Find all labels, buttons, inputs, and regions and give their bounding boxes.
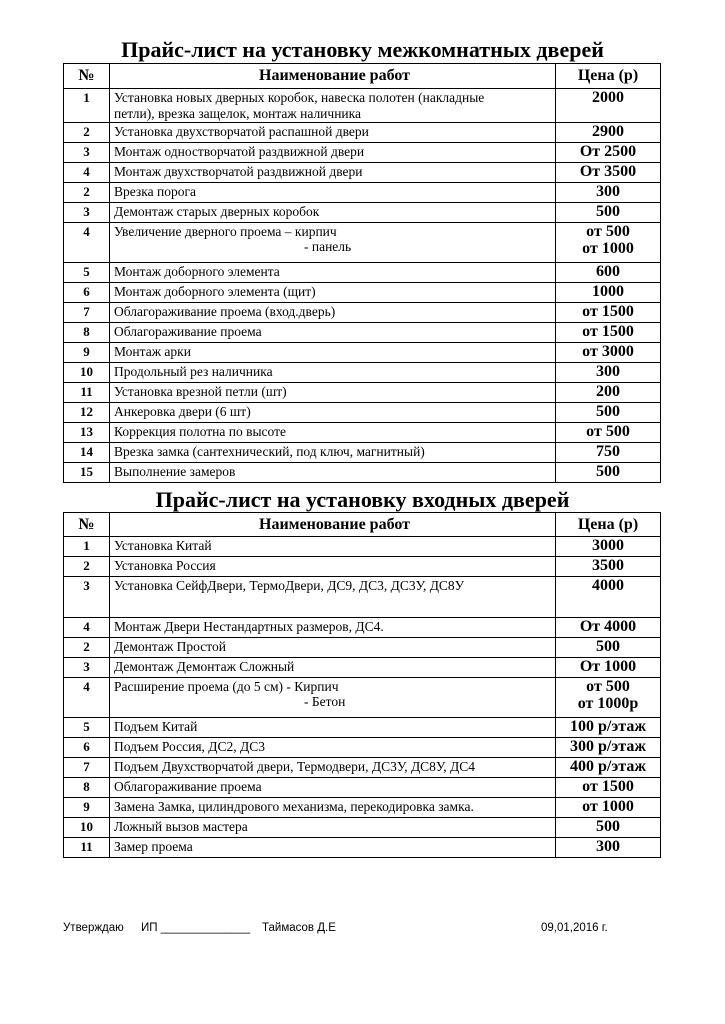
- row-work-text: Монтаж двухстворчатой раздвижной двери: [114, 164, 363, 179]
- row-price-text: 2900: [592, 123, 624, 140]
- row-price: [556, 557, 661, 577]
- approval-date: 09,01,2016 г.: [541, 922, 608, 934]
- row-price: [556, 403, 661, 423]
- row-price: [556, 638, 661, 658]
- approver-name: Таймасов Д.Е: [262, 922, 336, 934]
- row-number-text: 5: [83, 264, 90, 279]
- header-work-name: Наименование работ: [110, 64, 556, 89]
- row-work-name: [110, 423, 556, 443]
- row-number-text: 4: [83, 164, 90, 179]
- row-price: [556, 263, 661, 283]
- row-work-text: Ложный вызов мастера: [114, 819, 248, 834]
- row-number: [64, 303, 110, 323]
- table-row: [64, 678, 661, 718]
- row-price-text: 2000: [592, 89, 624, 106]
- row-price: [556, 618, 661, 638]
- row-work-name: [110, 163, 556, 183]
- row-price-text: от 1000: [582, 798, 634, 815]
- row-price-text: От 2500: [579, 143, 637, 160]
- row-number-text: 2: [83, 184, 90, 199]
- table-row: [64, 263, 661, 283]
- row-work-text: Подъем Китай: [114, 719, 198, 734]
- row-price-text: 500: [596, 463, 620, 480]
- row-price: [556, 658, 661, 678]
- row-work-name: [110, 758, 556, 778]
- row-work-text: Монтаж одностворчатой раздвижной двери: [114, 144, 365, 159]
- row-work-name: [110, 658, 556, 678]
- table-row: [64, 443, 661, 463]
- row-number-text: 1: [83, 90, 90, 105]
- row-price: [556, 223, 661, 263]
- row-work-name: [110, 143, 556, 163]
- row-price: [556, 443, 661, 463]
- entrance-price-table: [63, 512, 661, 858]
- row-price-text: от 500: [586, 223, 630, 240]
- row-price: [556, 323, 661, 343]
- row-work-text: Увеличение дверного проема – кирпич: [114, 224, 337, 239]
- row-price-text: 3500: [592, 557, 624, 574]
- row-work-text: Замер проема: [114, 839, 193, 854]
- row-work-text: Расширение проема (до 5 см) - Кирпич: [114, 679, 339, 694]
- row-number-text: 7: [83, 304, 90, 319]
- header-work-name: Наименование работ: [110, 513, 556, 537]
- row-work-name: [110, 343, 556, 363]
- row-work-text: Облагораживание проема (вход.дверь): [114, 304, 336, 319]
- row-work-name: [110, 577, 556, 618]
- row-number: [64, 537, 110, 557]
- row-work-name: [110, 403, 556, 423]
- row-work-name: [110, 818, 556, 838]
- row-number: [64, 463, 110, 483]
- table-row: [64, 658, 661, 678]
- row-work-text: Установка СейфДвери, ТермоДвери, ДС9, ДС3, ДС3У, ДС8У: [114, 578, 465, 593]
- row-price-text: От 3500: [579, 163, 637, 180]
- row-work-text: Установка новых дверных коробок, навеска полотен (накладные: [114, 90, 485, 105]
- header-number: №: [64, 513, 110, 537]
- row-number: [64, 678, 110, 718]
- row-work-text: Анкеровка двери (6 шт): [114, 404, 251, 419]
- row-number: [64, 718, 110, 738]
- row-number-text: 10: [80, 364, 93, 379]
- row-price: [556, 718, 661, 738]
- row-price-text: 600: [596, 263, 620, 280]
- row-number: [64, 363, 110, 383]
- row-number-text: 3: [83, 144, 90, 159]
- table-row: [64, 838, 661, 858]
- row-work-name: [110, 203, 556, 223]
- row-number-text: 3: [83, 659, 90, 674]
- header-number: №: [64, 64, 110, 89]
- row-work-name: [110, 223, 556, 263]
- row-number-text: 7: [83, 759, 90, 774]
- row-work-name: [110, 123, 556, 143]
- table-row: [64, 557, 661, 577]
- row-number-text: 6: [83, 284, 90, 299]
- row-price-text: от 3000: [582, 343, 634, 360]
- row-price: [556, 123, 661, 143]
- row-price-text: 4000: [592, 577, 624, 594]
- table-row: [64, 323, 661, 343]
- row-number-text: 11: [80, 384, 93, 399]
- row-price-text: От 1000: [579, 658, 637, 675]
- row-number-text: 3: [83, 204, 90, 219]
- row-price-text: 3000: [592, 537, 624, 554]
- row-price-text: 750: [596, 443, 620, 460]
- row-work-name: [110, 718, 556, 738]
- row-price: [556, 463, 661, 483]
- row-number-text: 15: [80, 464, 93, 479]
- row-number-text: 13: [80, 424, 93, 439]
- row-price-text: 200: [596, 383, 620, 400]
- header-price: Цена (р): [556, 513, 661, 537]
- row-number: [64, 838, 110, 858]
- row-work-text: Демонтаж Демонтаж Сложный: [114, 659, 295, 674]
- row-price-text: 500: [596, 818, 620, 835]
- row-work-text: Продольный рез наличника: [114, 364, 273, 379]
- row-price-text: От 4000: [579, 618, 637, 635]
- entrance-title: Прайс-лист на установку входных дверей: [155, 487, 570, 512]
- row-price: [556, 143, 661, 163]
- row-work-text: Монтаж доборного элемента: [114, 264, 280, 279]
- row-number: [64, 423, 110, 443]
- row-work-name: [110, 363, 556, 383]
- row-work-text: Монтаж арки: [114, 344, 191, 359]
- row-price-text: 300 р/этаж: [570, 738, 646, 755]
- row-number-text: 9: [83, 799, 90, 814]
- row-work-name: [110, 537, 556, 557]
- row-number-text: 11: [80, 839, 93, 854]
- interior-price-table: [63, 63, 661, 483]
- row-work-name: [110, 89, 556, 123]
- row-number: [64, 403, 110, 423]
- header-price: Цена (р): [556, 64, 661, 89]
- row-price: [556, 778, 661, 798]
- row-work-name: [110, 557, 556, 577]
- row-work-text: петли), врезка защелок, монтаж наличника: [114, 106, 361, 121]
- approve-label: Утверждаю: [63, 922, 124, 934]
- row-price: [556, 383, 661, 403]
- row-number: [64, 557, 110, 577]
- row-number-text: 2: [83, 558, 90, 573]
- row-number-text: 4: [83, 619, 90, 634]
- row-work-name: [110, 303, 556, 323]
- table-row: [64, 183, 661, 203]
- row-work-text: - панель: [304, 239, 352, 254]
- interior-title: Прайс-лист на установку межкомнатных дверей: [121, 37, 604, 62]
- row-price: [556, 838, 661, 858]
- table-row: [64, 577, 661, 618]
- row-number: [64, 577, 110, 618]
- row-number: [64, 283, 110, 303]
- row-price-text: от 500: [586, 423, 630, 440]
- row-price-text: 500: [596, 403, 620, 420]
- row-price: [556, 818, 661, 838]
- row-price: [556, 89, 661, 123]
- row-price-text: 400 р/этаж: [570, 758, 646, 775]
- row-price: [556, 343, 661, 363]
- row-work-text: Облагораживание проема: [114, 779, 262, 794]
- row-number: [64, 818, 110, 838]
- row-price-text: 300: [596, 363, 620, 380]
- table-row: [64, 303, 661, 323]
- row-price-text: от 1500: [582, 778, 634, 795]
- row-number-text: 12: [80, 404, 93, 419]
- row-number: [64, 203, 110, 223]
- row-work-name: [110, 778, 556, 798]
- row-number: [64, 223, 110, 263]
- row-price-text: от 1500: [582, 323, 634, 340]
- row-price-text: от 500: [586, 678, 630, 695]
- row-work-text: - Бетон: [304, 694, 346, 709]
- row-work-text: Врезка порога: [114, 184, 196, 199]
- row-price: [556, 577, 661, 618]
- row-work-text: Установка врезной петли (шт): [114, 384, 287, 399]
- row-number: [64, 343, 110, 363]
- row-number-text: 8: [83, 779, 90, 794]
- row-work-text: Установка двухстворчатой распашной двери: [114, 124, 369, 139]
- row-work-name: [110, 383, 556, 403]
- table-row: [64, 123, 661, 143]
- row-number: [64, 443, 110, 463]
- table-row: [64, 738, 661, 758]
- row-number: [64, 638, 110, 658]
- table-row: [64, 778, 661, 798]
- row-number-text: 5: [83, 719, 90, 734]
- row-price-text: от 1000р: [577, 695, 639, 712]
- row-price: [556, 163, 661, 183]
- row-number: [64, 263, 110, 283]
- row-work-name: [110, 738, 556, 758]
- table-row: [64, 403, 661, 423]
- row-number: [64, 163, 110, 183]
- row-price-text: 1000: [592, 283, 624, 300]
- row-work-name: [110, 638, 556, 658]
- table-row: [64, 758, 661, 778]
- row-number-text: 14: [80, 444, 93, 459]
- row-number-text: 4: [83, 224, 90, 239]
- row-number: [64, 183, 110, 203]
- row-work-name: [110, 323, 556, 343]
- row-work-text: Врезка замка (сантехнический, под ключ, магнитный): [114, 444, 425, 459]
- ip-signature-line: ИП ______________: [141, 922, 251, 934]
- row-number: [64, 143, 110, 163]
- row-number: [64, 778, 110, 798]
- row-work-text: Подъем Двухстворчатой двери, Термодвери, ДС3У, ДС8У, ДС4: [114, 759, 475, 774]
- row-price-text: 300: [596, 838, 620, 855]
- row-work-text: Установка Россия: [114, 558, 216, 573]
- row-price-text: 500: [596, 203, 620, 220]
- row-price-text: 500: [596, 638, 620, 655]
- row-number: [64, 89, 110, 123]
- row-number: [64, 738, 110, 758]
- row-work-name: [110, 263, 556, 283]
- table-row: [64, 223, 661, 263]
- row-work-name: [110, 798, 556, 818]
- row-number-text: 2: [83, 639, 90, 654]
- table-header-row: [64, 64, 661, 89]
- row-work-name: [110, 283, 556, 303]
- table-row: [64, 363, 661, 383]
- row-number-text: 6: [83, 739, 90, 754]
- row-price: [556, 758, 661, 778]
- row-number: [64, 658, 110, 678]
- row-number: [64, 323, 110, 343]
- row-price: [556, 423, 661, 443]
- table-header-row: [64, 513, 661, 537]
- row-price: [556, 283, 661, 303]
- row-price: [556, 798, 661, 818]
- table-row: [64, 423, 661, 443]
- table-row: [64, 343, 661, 363]
- table-row: [64, 143, 661, 163]
- row-number: [64, 798, 110, 818]
- row-work-text: Монтаж доборного элемента (щит): [114, 284, 316, 299]
- row-number-text: 4: [83, 679, 90, 694]
- table-row: [64, 818, 661, 838]
- row-number-text: 10: [80, 819, 93, 834]
- row-price-text: 300: [596, 183, 620, 200]
- table-row: [64, 283, 661, 303]
- table-row: [64, 203, 661, 223]
- table-row: [64, 383, 661, 403]
- row-work-name: [110, 618, 556, 638]
- row-price: [556, 678, 661, 718]
- row-work-name: [110, 678, 556, 718]
- row-number: [64, 123, 110, 143]
- table-row: [64, 537, 661, 557]
- row-work-text: Замена Замка, цилиндрового механизма, перекодировка замка.: [114, 799, 474, 814]
- row-work-text: Выполнение замеров: [114, 464, 236, 479]
- row-number-text: 9: [83, 344, 90, 359]
- row-work-name: [110, 443, 556, 463]
- row-work-name: [110, 463, 556, 483]
- row-price-text: от 1500: [582, 303, 634, 320]
- row-price-text: от 1000: [582, 240, 634, 257]
- row-number-text: 2: [83, 124, 90, 139]
- row-price: [556, 537, 661, 557]
- table-row: [64, 798, 661, 818]
- row-price: [556, 303, 661, 323]
- table-row: [64, 718, 661, 738]
- row-number-text: 1: [83, 538, 90, 553]
- row-work-name: [110, 183, 556, 203]
- row-number: [64, 758, 110, 778]
- row-work-text: Демонтаж Простой: [114, 639, 226, 654]
- row-work-text: Коррекция полотна по высоте: [114, 424, 287, 439]
- table-row: [64, 463, 661, 483]
- table-row: [64, 618, 661, 638]
- row-price: [556, 738, 661, 758]
- table-row: [64, 89, 661, 123]
- table-row: [64, 638, 661, 658]
- row-work-text: Установка Китай: [114, 538, 212, 553]
- row-number: [64, 618, 110, 638]
- row-number: [64, 383, 110, 403]
- table-row: [64, 163, 661, 183]
- row-price: [556, 363, 661, 383]
- row-work-text: Демонтаж старых дверных коробок: [114, 204, 320, 219]
- row-price: [556, 203, 661, 223]
- row-work-text: Монтаж Двери Нестандартных размеров, ДС4.: [114, 619, 384, 634]
- row-number-text: 3: [83, 578, 90, 593]
- row-work-text: Облагораживание проема: [114, 324, 262, 339]
- row-number-text: 8: [83, 324, 90, 339]
- row-price: [556, 183, 661, 203]
- row-price-text: 100 р/этаж: [570, 718, 646, 735]
- row-work-name: [110, 838, 556, 858]
- row-work-text: Подъем Россия, ДС2, ДС3: [114, 739, 265, 754]
